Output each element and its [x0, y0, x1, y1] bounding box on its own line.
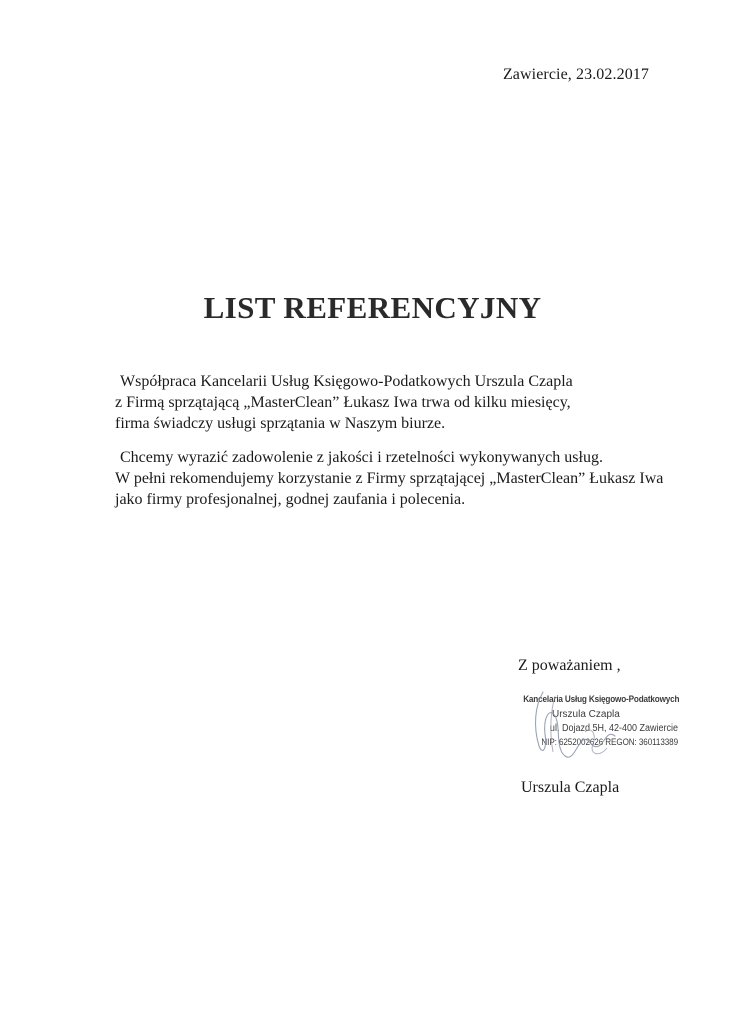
stamp-line-company: Kancelaria Usług Księgowo-Podatkowych: [523, 694, 680, 705]
paragraph-2-line-3: jako firmy profesjonalnej, godnej zaufania i polecenia.: [115, 491, 466, 508]
document-title: LIST REFERENCYJNY: [203, 290, 542, 325]
closing-salutation: Z poważaniem ,: [518, 657, 621, 674]
paragraph-gap: [115, 434, 675, 447]
paragraph-1-line-3: firma świadczy usługi sprzątania w Naszym biurze.: [115, 415, 446, 432]
stamp-line-address: ul. Dojazd 5H, 42-400 Zawiercie: [549, 723, 678, 734]
company-stamp: [498, 693, 678, 749]
letter-body: [115, 371, 675, 510]
paragraph-1-line-2: z Firmą sprzątającą „MasterClean” Łukasz Iwa trwa od kilku miesięcy,: [115, 394, 571, 411]
stamp-line-ids: NIP: 6252002626 REGON: 360113389: [541, 737, 678, 747]
stamp-line-owner: Urszula Czapla: [552, 709, 620, 720]
paragraph-2-line-1: Chcemy wyrazić zadowolenie z jakości i rzetelności wykonywanych usług.: [120, 449, 603, 466]
paragraph-2-line-2: W pełni rekomendujemy korzystanie z Firmy sprzątającej „MasterClean” Łukasz Iwa: [115, 470, 664, 487]
place-date: Zawiercie, 23.02.2017: [502, 66, 649, 83]
signer-name: Urszula Czapla: [521, 779, 620, 796]
paragraph-1-line-1: Współpraca Kancelarii Usług Księgowo-Podatkowych Urszula Czapla: [120, 373, 573, 390]
